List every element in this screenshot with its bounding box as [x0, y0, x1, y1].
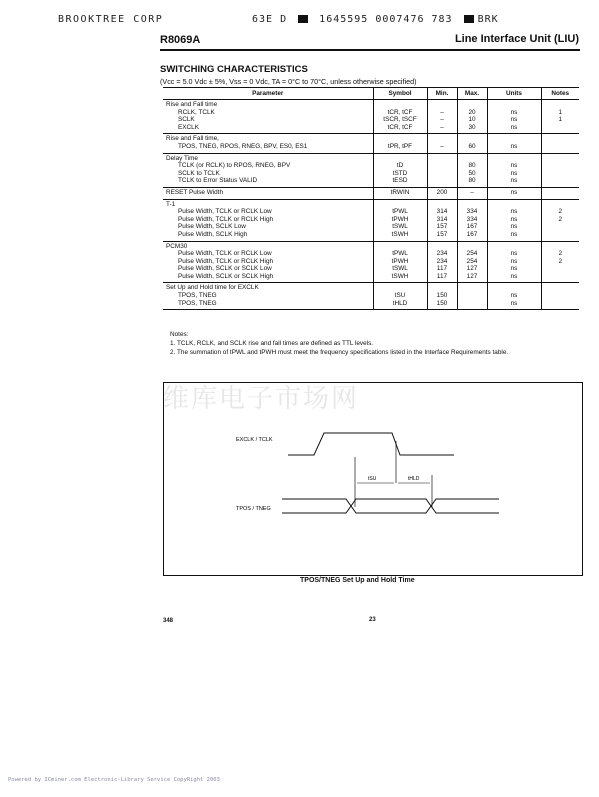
notes-cell: [541, 153, 579, 187]
parameter-text: Pulse Width, TCLK or RCLK High: [178, 257, 274, 265]
footer-credit: Powered by ICminer.com Electronic-Library Service CopyRight 2003: [8, 777, 220, 783]
symbol-value: tPWL: [392, 208, 408, 216]
notes-value: [545, 162, 577, 170]
table-row: [163, 134, 579, 153]
watermark-text: 维库电子市场网: [163, 384, 360, 414]
symbol-value: tSWL: [392, 223, 408, 231]
min-value: –: [440, 108, 444, 116]
group-title: Delay Time: [166, 154, 198, 162]
parameter-cell: [163, 241, 373, 283]
symbol-cell: [373, 199, 427, 241]
units-value: ns: [510, 257, 518, 265]
cell-spacer: [545, 243, 577, 251]
min-value: 117: [436, 272, 448, 280]
scan-header-code: [252, 14, 499, 25]
switching-characteristics-table: [163, 87, 579, 310]
max-value: 334: [466, 215, 478, 223]
symbol-value: tSCR, tSCF: [383, 116, 417, 124]
symbol-value: tPWL: [392, 250, 408, 258]
cell-spacer: [545, 135, 577, 143]
parameter-text: EXCLK: [178, 123, 199, 131]
symbol-value: tPWH: [391, 257, 409, 265]
units-value: ns: [510, 292, 518, 300]
scan-code-tail: BRK: [477, 14, 499, 25]
max-value: 30: [468, 123, 476, 131]
cell-spacer: [545, 201, 577, 209]
header-units: Units: [487, 88, 541, 100]
cell-spacer: [461, 155, 484, 163]
max-cell: [457, 153, 487, 187]
header-notes: Notes: [541, 88, 579, 100]
cell-spacer: [491, 284, 538, 292]
units-cell: [487, 187, 541, 199]
units-value: ns: [510, 123, 518, 131]
notes-value: [545, 177, 577, 185]
units-value: ns: [510, 250, 518, 258]
cell-spacer: [461, 135, 484, 143]
notes-cell: [541, 241, 579, 283]
scan-code-left: 63E D: [252, 14, 288, 25]
group-title: T-1: [166, 200, 176, 208]
units-value: ns: [510, 177, 518, 185]
symbol-value: tRWIN: [390, 188, 410, 196]
cell-spacer: [461, 284, 484, 292]
parameter-text: Pulse Width, TCLK or RCLK High: [178, 215, 274, 223]
notes-cell: [541, 134, 579, 153]
units-value: ns: [510, 208, 518, 216]
notes-value: [545, 231, 577, 239]
notes-block: [170, 330, 570, 357]
notes-value: [545, 273, 577, 281]
symbol-cell: [373, 187, 427, 199]
page-number-left: 348: [163, 618, 174, 624]
cell-spacer: [377, 201, 424, 209]
table-row: [163, 153, 579, 187]
min-value: 200: [436, 188, 448, 196]
notes-value: [545, 189, 577, 197]
units-cell: [487, 153, 541, 187]
max-value: 254: [466, 257, 478, 265]
parameter-text: RCLK, TCLK: [178, 108, 215, 116]
units-cell: [487, 283, 541, 310]
parameter-cell: [163, 187, 373, 199]
notes-value: [545, 265, 577, 273]
max-value: –: [470, 188, 474, 196]
symbol-value: tSTD: [392, 169, 408, 177]
max-value: 167: [466, 230, 478, 238]
max-value: 127: [466, 265, 478, 273]
min-value: 157: [436, 223, 448, 231]
diagram-caption: TPOS/TNEG Set Up and Hold Time: [300, 577, 415, 584]
parameter-text: TPOS, TNEG: [178, 292, 217, 300]
cell-spacer: [377, 243, 424, 251]
cell-spacer: [491, 135, 538, 143]
max-value: [461, 292, 484, 300]
max-value: 167: [466, 223, 478, 231]
setup-label: tSU: [368, 476, 377, 482]
min-value: 314: [436, 215, 448, 223]
units-value: ns: [510, 299, 518, 307]
min-value: 157: [436, 230, 448, 238]
notes-value: [545, 170, 577, 178]
max-value: 20: [468, 108, 476, 116]
cell-spacer: [491, 155, 538, 163]
notes-value: [545, 143, 577, 151]
min-value: [431, 177, 454, 185]
parameter-text: TPOS, TNEG: [178, 299, 217, 307]
max-value: [461, 300, 484, 308]
min-cell: [427, 283, 457, 310]
cell-spacer: [377, 155, 424, 163]
units-value: ns: [510, 116, 518, 124]
notes-value: 1: [558, 108, 563, 116]
units-value: ns: [510, 272, 518, 280]
notes-cell: [541, 187, 579, 199]
units-value: ns: [510, 108, 518, 116]
parameter-text: Pulse Width, TCLK or RCLK Low: [178, 208, 272, 216]
table-row: [163, 100, 579, 134]
min-cell: [427, 153, 457, 187]
parameter-text: SCLK to TCLK: [178, 169, 220, 177]
note-item: 2. The summation of tPWL and tPWH must meet the frequency specifications listed in the Interface Requirements table.: [170, 349, 509, 356]
parameter-cell: [163, 199, 373, 241]
cell-spacer: [461, 101, 484, 109]
cell-spacer: [461, 201, 484, 209]
min-cell: [427, 100, 457, 134]
parameter-cell: [163, 100, 373, 134]
min-value: [431, 162, 454, 170]
signal-label-tpos: TPOS / TNEG: [236, 506, 271, 512]
units-value: ns: [510, 162, 518, 170]
notes-value: 2: [558, 250, 563, 258]
notes-value: [545, 292, 577, 300]
notes-heading: Notes:: [170, 331, 189, 338]
max-cell: [457, 187, 487, 199]
max-value: 50: [468, 169, 476, 177]
min-cell: [427, 134, 457, 153]
symbol-value: tSWH: [391, 230, 409, 238]
header-parameter: Parameter: [163, 88, 373, 100]
parameter-text: SCLK: [178, 116, 195, 124]
notes-value: [545, 124, 577, 132]
symbol-cell: [373, 283, 427, 310]
symbol-cell: [373, 100, 427, 134]
symbol-value: tCR, tCF: [387, 123, 413, 131]
cell-spacer: [431, 201, 454, 209]
table-row: [163, 241, 579, 283]
clock-waveform: [288, 433, 454, 455]
notes-value: 2: [558, 208, 563, 216]
symbol-value: tESD: [392, 177, 408, 185]
symbol-value: tSWH: [391, 272, 409, 280]
symbol-value: tPWH: [391, 215, 409, 223]
max-value: 80: [468, 162, 476, 170]
parameter-cell: [163, 134, 373, 153]
notes-cell: [541, 100, 579, 134]
min-value: 150: [436, 299, 448, 307]
cell-spacer: [431, 284, 454, 292]
units-value: ns: [510, 223, 518, 231]
notes-value: [545, 223, 577, 231]
scan-code-right: 1645595 0007476 783: [319, 14, 453, 25]
cell-spacer: [377, 135, 424, 143]
header-max: Max.: [457, 88, 487, 100]
parameter-text: Pulse Width, SCLK or SCLK Low: [178, 265, 272, 273]
symbol-value: tD: [396, 162, 404, 170]
max-cell: [457, 134, 487, 153]
table-header-row: [163, 88, 579, 100]
notes-value: [545, 300, 577, 308]
symbol-value: tSWL: [392, 265, 408, 273]
units-value: ns: [510, 230, 518, 238]
table-row: [163, 283, 579, 310]
parameter-text: Pulse Width, TCLK or RCLK Low: [178, 250, 272, 258]
table-row: [163, 187, 579, 199]
data-waveform-bottom: [282, 499, 499, 513]
timing-diagram: [163, 382, 583, 576]
part-number: R8069A: [160, 34, 201, 46]
group-title: Set Up and Hold time for EXCLK: [166, 284, 259, 292]
cell-spacer: [491, 101, 538, 109]
units-cell: [487, 100, 541, 134]
group-title: Rise and Fall time: [166, 101, 218, 108]
cell-spacer: [545, 284, 577, 292]
units-cell: [487, 134, 541, 153]
symbol-cell: [373, 153, 427, 187]
min-value: –: [440, 142, 444, 150]
min-value: 117: [436, 265, 448, 273]
parameter-cell: [163, 153, 373, 187]
min-cell: [427, 241, 457, 283]
symbol-cell: [373, 134, 427, 153]
cell-spacer: [545, 101, 577, 109]
scan-header-company: BROOKTREE CORP: [58, 14, 164, 25]
notes-cell: [541, 199, 579, 241]
parameter-cell: [163, 283, 373, 310]
max-value: 80: [468, 177, 476, 185]
notes-value: 2: [558, 257, 563, 265]
cell-spacer: [431, 155, 454, 163]
scan-block-mark: [464, 15, 474, 23]
group-title: Rise and Fall time,: [166, 135, 219, 143]
units-value: ns: [510, 265, 518, 273]
symbol-value: tSU: [394, 292, 406, 300]
document-title: Line Interface Unit (LIU): [454, 33, 579, 45]
cell-spacer: [377, 101, 424, 109]
units-cell: [487, 241, 541, 283]
table-body: [163, 100, 579, 310]
max-value: 10: [468, 116, 476, 124]
min-value: –: [440, 123, 444, 131]
max-cell: [457, 199, 487, 241]
max-cell: [457, 241, 487, 283]
cell-spacer: [377, 284, 424, 292]
notes-cell: [541, 283, 579, 310]
cell-spacer: [431, 243, 454, 251]
note-item: 1. TCLK, RCLK, and SCLK rise and fall times are defined as TTL levels.: [170, 340, 374, 347]
max-value: 334: [466, 208, 478, 216]
units-value: ns: [510, 215, 518, 223]
max-value: 127: [466, 272, 478, 280]
min-value: 234: [436, 250, 448, 258]
cell-spacer: [431, 101, 454, 109]
hold-label: tHLD: [408, 476, 420, 482]
notes-value: 1: [558, 116, 563, 124]
cell-spacer: [491, 201, 538, 209]
symbol-value: tHLD: [392, 299, 408, 307]
max-value: 254: [466, 250, 478, 258]
data-waveform-top: [282, 499, 499, 513]
min-value: 234: [436, 257, 448, 265]
group-title: RESET Pulse Width: [166, 188, 224, 196]
header-rule: [160, 49, 580, 51]
parameter-text: TPOS, TNEG, RPOS, RNEG, BPV, ES0, ES1: [178, 142, 308, 150]
notes-value: 2: [558, 215, 563, 223]
parameter-text: TCLK to Error Status VALID: [178, 177, 258, 185]
min-value: [431, 170, 454, 178]
header-min: Min.: [427, 88, 457, 100]
parameter-text: Pulse Width, SCLK Low: [178, 223, 246, 231]
min-cell: [427, 187, 457, 199]
cell-spacer: [545, 155, 577, 163]
section-title: SWITCHING CHARACTERISTICS: [160, 64, 308, 75]
scan-block-mark: [298, 15, 308, 23]
max-value: 60: [468, 142, 476, 150]
cell-spacer: [431, 135, 454, 143]
page-number-center: 23: [369, 617, 376, 623]
cell-spacer: [491, 243, 538, 251]
timing-diagram-svg: [164, 383, 582, 575]
cell-spacer: [461, 243, 484, 251]
min-value: –: [440, 116, 444, 124]
parameter-text: Pulse Width, SCLK or SCLK High: [178, 272, 274, 280]
header-symbol: Symbol: [373, 88, 427, 100]
units-value: ns: [510, 169, 518, 177]
units-value: ns: [510, 188, 518, 196]
max-cell: [457, 283, 487, 310]
min-value: 150: [436, 292, 448, 300]
min-cell: [427, 199, 457, 241]
signal-label-exclk: EXCLK / TCLK: [236, 437, 273, 443]
parameter-text: TCLK (or RCLK) to RPOS, RNEG, BPV: [178, 162, 291, 170]
symbol-cell: [373, 241, 427, 283]
max-cell: [457, 100, 487, 134]
units-cell: [487, 199, 541, 241]
units-value: ns: [510, 142, 518, 150]
min-value: 314: [436, 208, 448, 216]
parameter-text: Pulse Width, SCLK High: [178, 230, 248, 238]
section-conditions: (Vcc = 5.0 Vdc ± 5%, Vss = 0 Vdc, TA = 0°C to 70°C, unless otherwise specified): [160, 77, 417, 86]
table-row: [163, 199, 579, 241]
symbol-value: tPR, tPF: [387, 142, 413, 150]
group-title: PCM30: [166, 242, 188, 250]
symbol-value: tCR, tCF: [387, 108, 413, 116]
